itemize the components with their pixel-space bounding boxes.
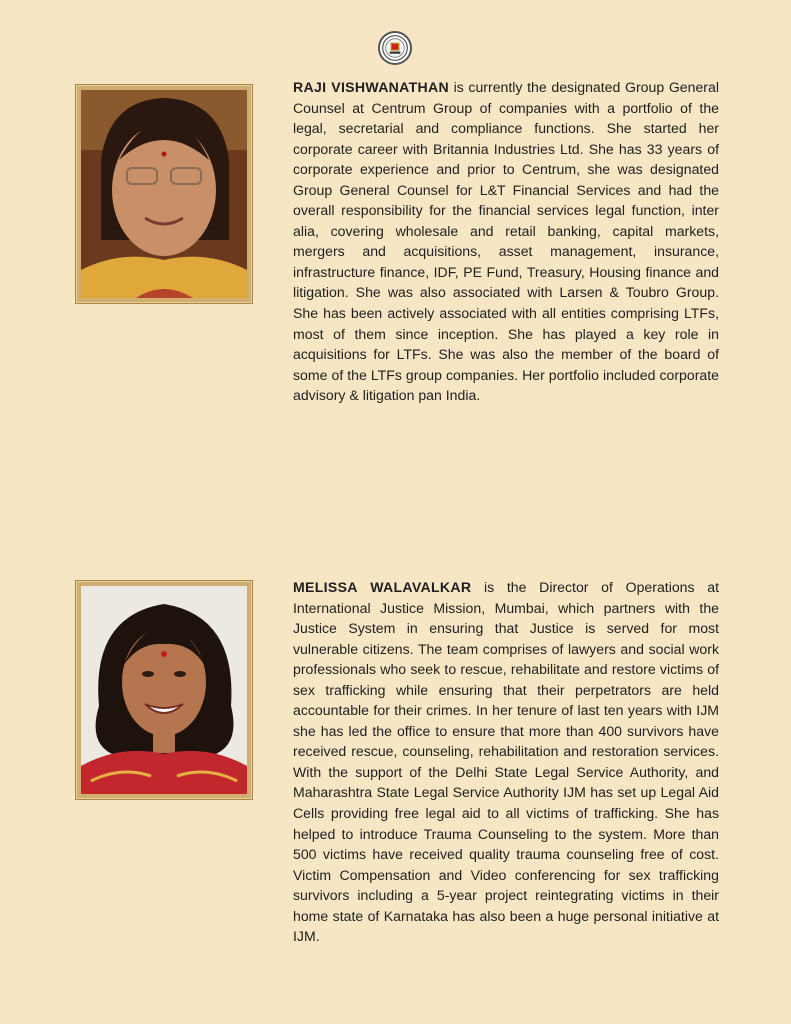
bio-name: MELISSA WALAVALKAR xyxy=(293,579,472,595)
bio-raji-vishwanathan xyxy=(293,77,719,406)
bio-text: is currently the designated Group General Counsel at Centrum Group of companies with a portfolio of the legal, secretarial and compliance functions. She started her corporate career with Britannia Industries Ltd. She has 33 years of corporate experience and prior to Centrum, she was designated Group General Counsel for L&T Financial Services and had the overall responsibility for the financial services legal function, inter alia, covering wholesale and retail banking, capital markets, mergers and acquisitions, asset management, insurance, infrastructure finance, IDF, PE Fund, Treasury, Housing finance and litigation. She was also associated with Larsen & Toubro Group. She has been actively associated with all entities comprising LTFs, most of them since inception. She has played a key role in acquisitions for LTFs. She was also the member of the board of some of the LTFs group companies. Her portfolio included corporate advisory & litigation pan India. xyxy=(293,79,719,404)
logo-seal-icon xyxy=(378,31,412,65)
bio-text: is the Director of Operations at International Justice Mission, Mumbai, which partners with the Justice System in ensuring that Justice is served for most vulnerable citizens. The team comprises of lawyers and social work professionals who seek to rescue, rehabilitate and restore victims of sex trafficking while ensuring that their perpetrators are held accountable for their crimes. In her tenure of last ten years with IJM she has led the office to ensure that more than 400 survivors have received rescue, counseling, rehabilitation and restoration services. With the support of the Delhi State Legal Service Authority, and Maharashtra State Legal Service Authority IJM has set up Legal Aid Cells providing free legal aid to all victims of trafficking. She has helped to introduce Trauma Counseling to the system. More than 500 victims have received quality trauma counseling free of cost. Victim Compensation and Video conferencing for sex trafficking survivors including a 5-year project reintegrating victims in their home state of Karnataka has also been a huge personal initiative at IJM. xyxy=(293,579,719,945)
portrait-photo-raji xyxy=(75,84,253,304)
bio-melissa-walavalkar xyxy=(293,577,719,947)
bio-name: RAJI VISHWANATHAN xyxy=(293,79,449,95)
portrait-photo-melissa xyxy=(75,580,253,800)
